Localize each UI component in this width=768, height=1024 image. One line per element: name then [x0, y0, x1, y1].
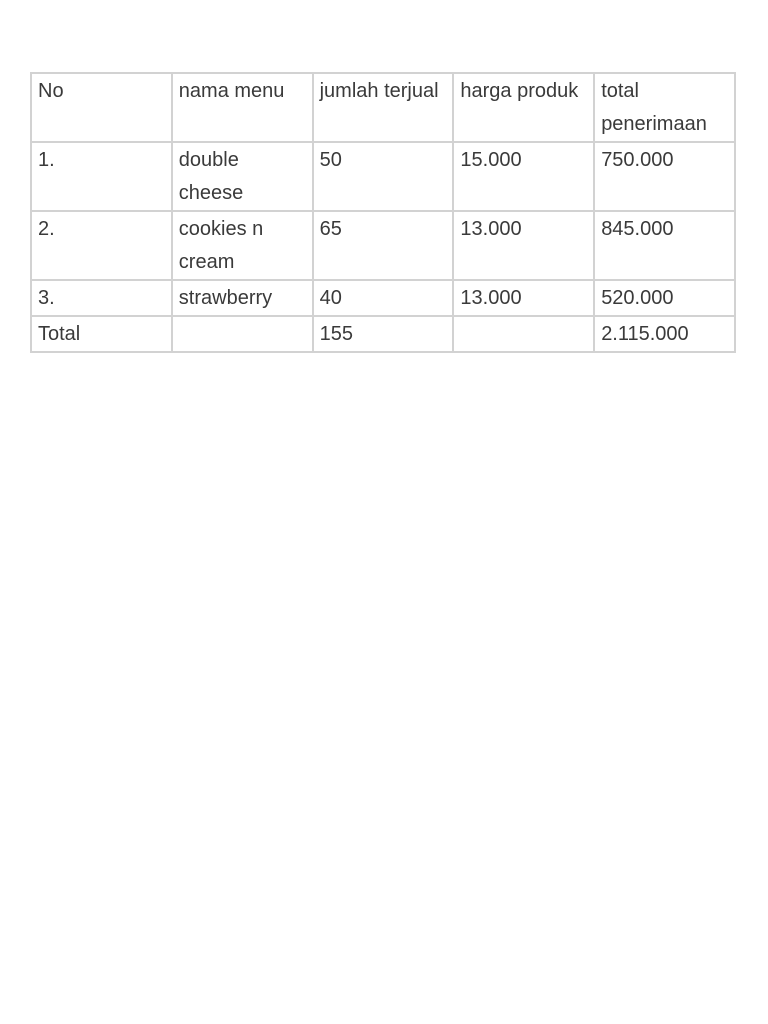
table-cell: 2.	[31, 211, 172, 280]
table-cell: 845.000	[594, 211, 735, 280]
table-cell: 750.000	[594, 142, 735, 211]
table-row	[31, 280, 735, 316]
total-quantity-cell: 155	[313, 316, 454, 352]
header-cell-total-penerimaan: total penerimaan	[594, 73, 735, 142]
table-cell: 15.000	[453, 142, 594, 211]
table-row	[31, 211, 735, 280]
header-cell-no: No	[31, 73, 172, 142]
table-cell: 3.	[31, 280, 172, 316]
total-revenue-cell: 2.115.000	[594, 316, 735, 352]
table-cell: 50	[313, 142, 454, 211]
table-cell: 65	[313, 211, 454, 280]
document-page	[30, 72, 736, 353]
header-cell-harga-produk: harga produk	[453, 73, 594, 142]
header-cell-nama-menu: nama menu	[172, 73, 313, 142]
table-cell: 13.000	[453, 211, 594, 280]
table-row	[31, 142, 735, 211]
table-cell: 520.000	[594, 280, 735, 316]
sales-table	[30, 72, 736, 353]
table-cell: cookies n cream	[172, 211, 313, 280]
table-cell: 1.	[31, 142, 172, 211]
header-cell-jumlah-terjual: jumlah terjual	[313, 73, 454, 142]
table-cell	[453, 316, 594, 352]
table-cell: 13.000	[453, 280, 594, 316]
table-header-row	[31, 73, 735, 142]
total-label-cell: Total	[31, 316, 172, 352]
table-cell: strawberry	[172, 280, 313, 316]
table-cell	[172, 316, 313, 352]
table-cell: double cheese	[172, 142, 313, 211]
table-cell: 40	[313, 280, 454, 316]
table-total-row	[31, 316, 735, 352]
